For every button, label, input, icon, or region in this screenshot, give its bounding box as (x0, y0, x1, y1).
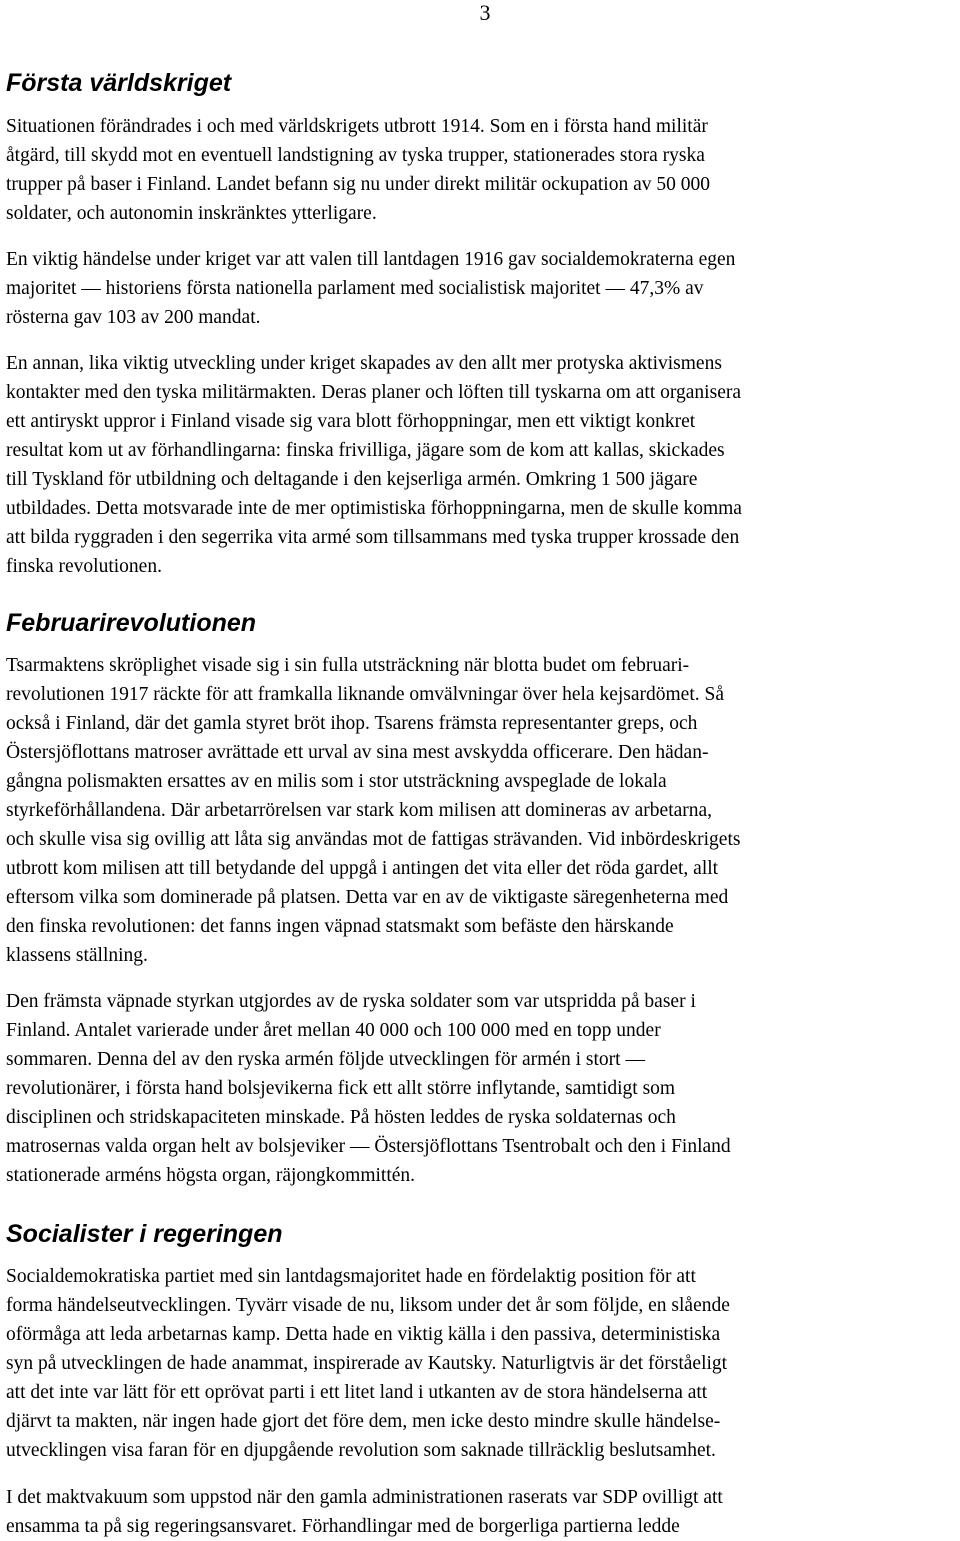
text-line: Finland. Antalet varierade under året mellan 40 000 och 100 000 med en topp under (6, 1020, 661, 1041)
text-line: I det maktvakuum som uppstod när den gamla administrationen raserats var SDP ovilligt att (6, 1487, 723, 1508)
text-line: att bilda ryggraden i den segerrika vita armé som tillsammans med tyska trupper krossade den (6, 527, 740, 548)
text-line: Situationen förändrades i och med världskrigets utbrott 1914. Som en i första hand militär (6, 116, 708, 137)
text-line: till Tyskland för utbildning och deltagande i den kejserliga armén. Omkring 1 500 jägare (6, 469, 698, 490)
text-line: utvecklingen visa faran för en djupgående revolution som saknade tillräcklig beslutsamhet. (6, 1440, 716, 1461)
text-line: revolutionen 1917 räckte för att framkalla liknande omvälvningar över hela kejsardömet. Så (6, 684, 724, 705)
text-line: gångna polismakten ersattes av en milis som i stor utsträckning avspeglade de lokala (6, 771, 667, 792)
text-line: djärvt ta makten, när ingen hade gjort det före dem, men icke desto mindre skulle händelse- (6, 1411, 721, 1432)
paragraph (6, 1483, 956, 1541)
text-line: och skulle visa sig ovillig att låta sig användas mot de fattigas strävanden. Vid inbördeskrigets (6, 829, 741, 850)
text-line: syn på utvecklingen de hade anammat, inspirerade av Kautsky. Naturligtvis är det förståeligt (6, 1353, 728, 1374)
text-line: En annan, lika viktig utveckling under kriget skapades av den allt mer protyska aktivismens (6, 353, 722, 374)
text-line: eftersom vilka som dominerade på platsen. Detta var en av de viktigaste säregenheterna med (6, 887, 729, 908)
text-line: också i Finland, där det gamla styret bröt ihop. Tsarens främsta representanter greps, och (6, 713, 698, 734)
paragraph (6, 245, 956, 332)
text-line: åtgärd, till skydd mot en eventuell landstigning av tyska trupper, stationerades stora ryska (6, 145, 705, 166)
paragraph (6, 349, 956, 581)
text-line: ensamma ta på sig regeringsansvaret. Förhandlingar med de borgerliga partierna ledde (6, 1516, 680, 1537)
paragraph (6, 651, 956, 970)
text-line: soldater, och autonomin inskränktes ytterligare. (6, 203, 377, 224)
text-line: klassens ställning. (6, 945, 148, 966)
text-line: finska revolutionen. (6, 556, 162, 577)
text-line: resultat kom ut av förhandlingarna: finska frivilliga, jägare som de kom att kallas, skickades (6, 440, 725, 461)
text-line: disciplinen och stridskapaciteten minskade. På hösten leddes de ryska soldaternas och (6, 1107, 676, 1128)
text-line: Tsarmaktens skröplighet visade sig i sin fulla utsträckning när blotta budet om februari- (6, 655, 690, 676)
text-line: Östersjöflottans matroser avrättade ett urval av sina mest avskydda officerare. Den hädan- (6, 742, 709, 763)
text-line: kontakter med den tyska militärmakten. Deras planer och löften till tyskarna om att organisera (6, 382, 741, 403)
text-line: Socialdemokratiska partiet med sin lantdagsmajoritet hade en fördelaktig position för att (6, 1266, 696, 1287)
text-line: En viktig händelse under kriget var att valen till lantdagen 1916 gav socialdemokraterna egen (6, 249, 736, 270)
text-line: matrosernas valda organ helt av bolsjeviker — Östersjöflottans Tsentrobalt och den i Finland (6, 1136, 731, 1157)
text-line: styrkeförhållandena. Där arbetarrörelsen var stark kom milisen att domineras av arbetarna, (6, 800, 713, 821)
section-heading-forsta-varldskriget: Första världskriget (6, 69, 232, 97)
text-line: utbrott kom milisen att till betydande del uppgå i antingen det vita eller det röda gardet, allt (6, 858, 719, 879)
text-line: stationerade arméns högsta organ, räjongkommittén. (6, 1165, 416, 1186)
paragraph (6, 112, 956, 228)
text-line: ett antiryskt uppror i Finland visade sig vara blott förhoppningar, men ett viktigt konkret (6, 411, 696, 432)
text-line: trupper på baser i Finland. Landet befann sig nu under direkt militär ockupation av 50 000 (6, 174, 710, 195)
section-heading-socialister-i-regeringen: Socialister i regeringen (6, 1220, 283, 1248)
text-line: revolutionärer, i första hand bolsjevikerna fick ett allt större inflytande, samtidigt som (6, 1078, 676, 1099)
text-line: oförmåga att leda arbetarnas kamp. Detta hade en viktig källa i den passiva, deterministiska (6, 1324, 721, 1345)
text-line: den finska revolutionen: det fanns ingen väpnad statsmakt som befäste den härskande (6, 916, 674, 937)
text-line: sommaren. Denna del av den ryska armén följde utvecklingen för armén i stort — (6, 1049, 645, 1070)
paragraph (6, 1262, 956, 1465)
paragraph (6, 987, 956, 1190)
text-line: majoritet — historiens första nationella parlament med socialistisk majoritet — 47,3% av (6, 278, 704, 299)
text-line: att det inte var lätt för ett oprövat parti i ett litet land i utkanten av de stora händelserna att (6, 1382, 708, 1403)
page-number: 3 (479, 0, 491, 25)
section-heading-februarirevolutionen: Februarirevolutionen (6, 609, 257, 637)
text-line: utbildades. Detta motsvarade inte de mer optimistiska förhoppningarna, men de skulle komma (6, 498, 742, 519)
text-line: rösterna gav 103 av 200 mandat. (6, 307, 261, 328)
text-line: Den främsta väpnade styrkan utgjordes av de ryska soldater som var utspridda på baser i (6, 991, 696, 1012)
text-line: forma händelseutvecklingen. Tyvärr visade de nu, liksom under det år som följde, en slående (6, 1295, 730, 1316)
